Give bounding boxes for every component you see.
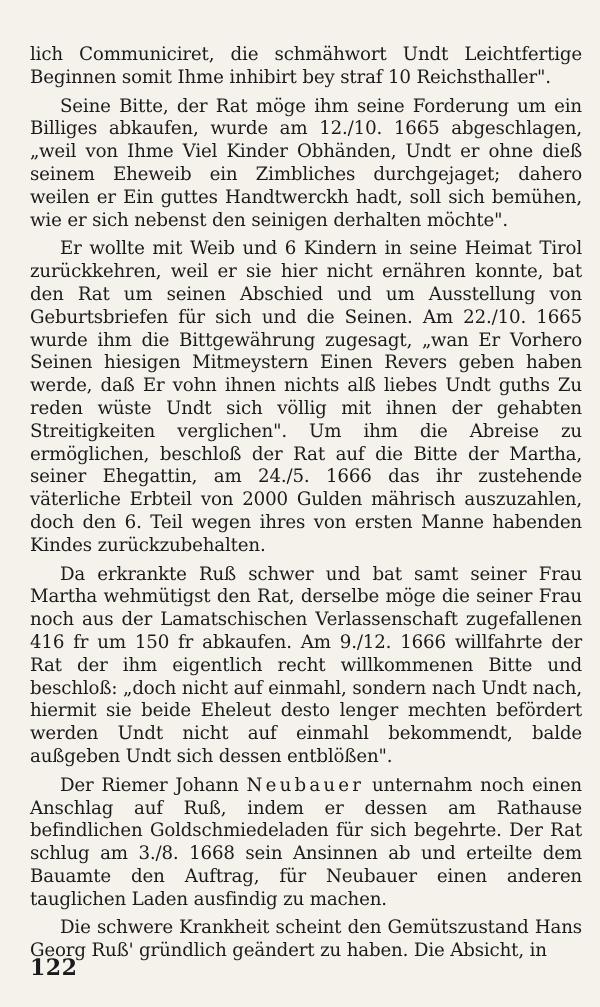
paragraph-4: Da erkrankte Ruß schwer und bat samt seiner Frau Martha wehmütigst den Rat, derselbe möge die seiner Frau noch aus der Lamatschischen Verlassenschaft zugefallenen 416 fr um 150 fr abkaufen. Am 9./12. 1666 willfahrte der Rat der ihm eigentlich recht willkommenen Bitte und beschloß: „doch nicht auf einmahl, sondern nach Undt nach, hiermit sie beide Eheleut desto lenger mechten befördert werden Undt nicht auf einmahl bekommendt, balde außgeben Undt sich dessen entblößen". [30,563,582,767]
paragraph-2: Seine Bitte, der Rat möge ihm seine Forderung um ein Billiges abkaufen, wurde am 12./10. 1665 abgeschlagen, „weil von Ihme Viel Kinder Obhänden, Undt er ohne dieß seinem Eheweib ein Zimbliches durchgejaget; dahero weilen er Ein guttes Handtwerckh hadt, soll sich bemühen, wie er sich nebenst den seinigen derhalten möchte". [30,95,582,231]
paragraph-5-lead: Der Riemer Johann [60,774,247,796]
body-text [30,44,582,969]
paragraph-5-rest: unternahm noch einen Anschlag auf Ruß, indem er dessen am Rathause befindlichen Goldschmiedeladen für sich begehrte. Der Rat schlug am 3./8. 1668 sein Ansinnen ab und erteilte dem Bauamte den Auftrag, für Neubauer einen anderen tauglichen Laden ausfindig zu machen. [30,774,582,910]
paragraph-6: Die schwere Krankheit scheint den Gemütszustand Hans Georg Ruß' gründlich geändert zu haben. Die Absicht, in [30,917,582,962]
paragraph-3: Er wollte mit Weib und 6 Kindern in seine Heimat Tirol zurückkehren, weil er sie hier nicht ernähren konnte, bat den Rat um seinen Abschied und um Ausstellung von Geburtsbriefen für sich und die Seinen. Am 22./10. 1665 wurde ihm die Bittgewährung zugesagt, „wan Er Vorhero Seinen hiesigen Mitmeystern Einen Revers geben haben werde, daß Er vohn ihnen nichts alß liebes Undt guths Zu reden wüste Undt sich völlig mit ihnen der gehabten Streitigkeiten verglichen". Um ihm die Abreise zu ermöglichen, beschloß der Rat auf die Bitte der Martha, seiner Ehegattin, am 24./5. 1666 das ihr zustehende väterliche Erbteil von 2000 Gulden mährisch auszuzahlen, doch den 6. Teil wegen ihres von ersten Manne habenden Kindes zurückzubehalten. [30,238,582,556]
page-number: 122 [30,955,78,981]
paragraph-1: lich Communiciret, die schmähwort Undt Leichtfertige Beginnen somit Ihme inhibirt bey straf 10 Reichsthaller". [30,44,582,88]
paragraph-5 [30,775,582,912]
spaced-surname: Neubauer [246,774,365,796]
